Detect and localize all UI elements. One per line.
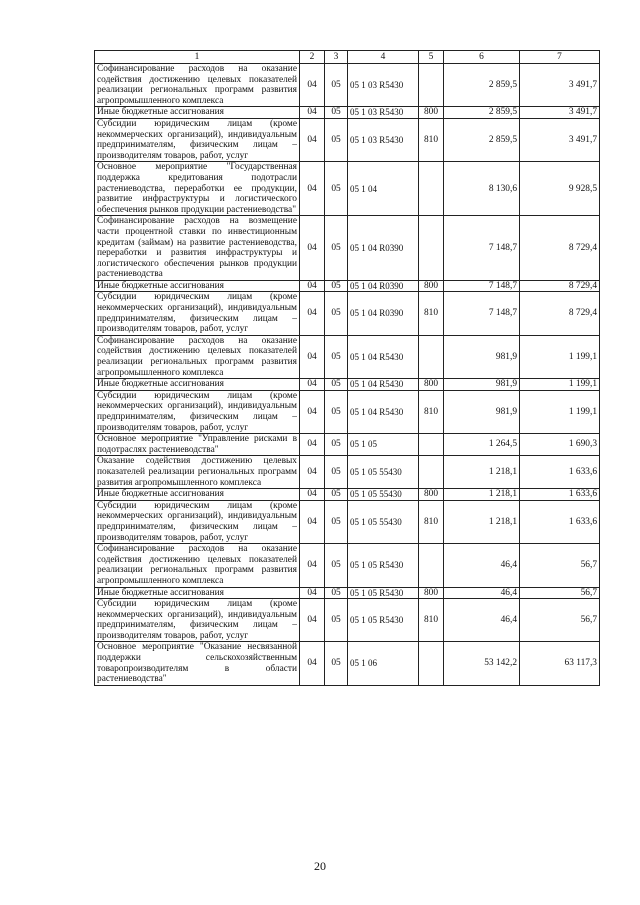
row-name-cell: Софинансирование расходов на оказание содействия достижению целевых показателей реализации региональных программ развития агропромышленного комплекса xyxy=(95,64,300,107)
expense-type-cell xyxy=(419,162,444,216)
row-name-cell: Иные бюджетные ассигнования xyxy=(95,280,300,292)
target-article-cell: 05 1 05 55430 xyxy=(348,489,419,501)
table-row xyxy=(95,587,600,599)
amount-year1-cell: 7 148,7 xyxy=(444,280,520,292)
subsection-code-cell: 05 xyxy=(325,216,348,281)
section-code-cell: 04 xyxy=(300,456,325,489)
target-article-cell: 05 1 04 R0390 xyxy=(348,292,419,335)
amount-year1-cell: 981,9 xyxy=(444,335,520,378)
table-row xyxy=(95,434,600,456)
row-name-cell: Основное мероприятие "Оказание несвязанной поддержки сельскохозяйственным товаропроизводителям в области растениеводства" xyxy=(95,642,300,685)
section-code-cell: 04 xyxy=(300,587,325,599)
amount-year2-cell: 1 633,6 xyxy=(520,489,600,501)
expense-type-cell: 810 xyxy=(419,500,444,543)
row-name-cell: Иные бюджетные ассигнования xyxy=(95,107,300,119)
row-name-cell: Субсидии юридическим лицам (кроме некоммерческих организаций), индивидуальным предпринимателям, физическим лицам – производителям товаров, работ, услуг xyxy=(95,118,300,161)
amount-year2-cell: 1 199,1 xyxy=(520,379,600,391)
section-code-cell: 04 xyxy=(300,216,325,281)
amount-year1-cell: 2 859,5 xyxy=(444,64,520,107)
target-article-cell: 05 1 04 R0390 xyxy=(348,280,419,292)
expense-type-cell: 800 xyxy=(419,587,444,599)
subsection-code-cell: 05 xyxy=(325,434,348,456)
col-header-1: 1 xyxy=(95,51,300,64)
header-row xyxy=(95,51,600,64)
target-article-cell: 05 1 04 xyxy=(348,162,419,216)
table-row xyxy=(95,544,600,587)
subsection-code-cell: 05 xyxy=(325,64,348,107)
expense-type-cell xyxy=(419,216,444,281)
target-article-cell: 05 1 05 R5430 xyxy=(348,544,419,587)
target-article-cell: 05 1 03 R5430 xyxy=(348,118,419,161)
target-article-cell: 05 1 05 55430 xyxy=(348,456,419,489)
target-article-cell: 05 1 05 R5430 xyxy=(348,599,419,642)
subsection-code-cell: 05 xyxy=(325,280,348,292)
expense-type-cell: 800 xyxy=(419,379,444,391)
table-row xyxy=(95,500,600,543)
table-row xyxy=(95,118,600,161)
amount-year2-cell: 1 199,1 xyxy=(520,390,600,433)
page-number: 20 xyxy=(314,859,326,873)
subsection-code-cell: 05 xyxy=(325,456,348,489)
amount-year2-cell: 8 729,4 xyxy=(520,280,600,292)
expense-type-cell: 800 xyxy=(419,107,444,119)
target-article-cell: 05 1 05 R5430 xyxy=(348,587,419,599)
row-name-cell: Софинансирование расходов на возмещение части процентной ставки по инвестиционным кредитам (займам) на развитие растениеводства, переработки и развития инфраструктуры и логистического обеспечения рынков продукции растениеводства xyxy=(95,216,300,281)
amount-year1-cell: 2 859,5 xyxy=(444,107,520,119)
expense-type-cell: 810 xyxy=(419,599,444,642)
section-code-cell: 04 xyxy=(300,64,325,107)
subsection-code-cell: 05 xyxy=(325,544,348,587)
section-code-cell: 04 xyxy=(300,379,325,391)
row-name-cell: Субсидии юридическим лицам (кроме некоммерческих организаций), индивидуальным предпринимателям, физическим лицам – производителям товаров, работ, услуг xyxy=(95,292,300,335)
target-article-cell: 05 1 04 R5430 xyxy=(348,379,419,391)
section-code-cell: 04 xyxy=(300,335,325,378)
amount-year2-cell: 1 633,6 xyxy=(520,500,600,543)
amount-year1-cell: 46,4 xyxy=(444,587,520,599)
col-header-2: 2 xyxy=(300,51,325,64)
row-name-cell: Субсидии юридическим лицам (кроме некоммерческих организаций), индивидуальным предпринимателям, физическим лицам – производителям товаров, работ, услуг xyxy=(95,599,300,642)
section-code-cell: 04 xyxy=(300,489,325,501)
expense-type-cell: 800 xyxy=(419,489,444,501)
target-article-cell: 05 1 05 55430 xyxy=(348,500,419,543)
amount-year1-cell: 1 218,1 xyxy=(444,500,520,543)
amount-year2-cell: 8 729,4 xyxy=(520,292,600,335)
row-name-cell: Софинансирование расходов на оказание содействия достижению целевых показателей реализации региональных программ развития агропромышленного комплекса xyxy=(95,544,300,587)
table-row xyxy=(95,64,600,107)
row-name-cell: Основное мероприятие "Управление рисками в подотраслях растениеводства" xyxy=(95,434,300,456)
table-row xyxy=(95,107,600,119)
target-article-cell: 05 1 04 R0390 xyxy=(348,216,419,281)
table-row xyxy=(95,599,600,642)
amount-year1-cell: 7 148,7 xyxy=(444,292,520,335)
target-article-cell: 05 1 03 R5430 xyxy=(348,107,419,119)
target-article-cell: 05 1 06 xyxy=(348,642,419,685)
table-row xyxy=(95,280,600,292)
subsection-code-cell: 05 xyxy=(325,379,348,391)
col-header-4: 4 xyxy=(348,51,419,64)
row-name-cell: Основное мероприятие "Государственная поддержка кредитования подотрасли растениеводства, переработки ее продукции, развитие инфраструктуры и логистического обеспечения рынков продукции растениеводства" xyxy=(95,162,300,216)
amount-year2-cell: 63 117,3 xyxy=(520,642,600,685)
amount-year1-cell: 1 264,5 xyxy=(444,434,520,456)
budget-table xyxy=(94,50,600,686)
col-header-6: 6 xyxy=(444,51,520,64)
section-code-cell: 04 xyxy=(300,642,325,685)
subsection-code-cell: 05 xyxy=(325,292,348,335)
table-row xyxy=(95,456,600,489)
amount-year1-cell: 8 130,6 xyxy=(444,162,520,216)
section-code-cell: 04 xyxy=(300,107,325,119)
subsection-code-cell: 05 xyxy=(325,500,348,543)
expense-type-cell xyxy=(419,642,444,685)
amount-year2-cell: 3 491,7 xyxy=(520,107,600,119)
subsection-code-cell: 05 xyxy=(325,642,348,685)
subsection-code-cell: 05 xyxy=(325,489,348,501)
row-name-cell: Оказание содействия достижению целевых показателей реализации региональных программ развития агропромышленного комплекса xyxy=(95,456,300,489)
col-header-7: 7 xyxy=(520,51,600,64)
row-name-cell: Иные бюджетные ассигнования xyxy=(95,587,300,599)
table-row xyxy=(95,379,600,391)
amount-year1-cell: 46,4 xyxy=(444,599,520,642)
subsection-code-cell: 05 xyxy=(325,162,348,216)
row-name-cell: Субсидии юридическим лицам (кроме некоммерческих организаций), индивидуальным предпринимателям, физическим лицам – производителям товаров, работ, услуг xyxy=(95,500,300,543)
amount-year1-cell: 7 148,7 xyxy=(444,216,520,281)
subsection-code-cell: 05 xyxy=(325,107,348,119)
amount-year2-cell: 1 690,3 xyxy=(520,434,600,456)
target-article-cell: 05 1 03 R5430 xyxy=(348,64,419,107)
amount-year2-cell: 56,7 xyxy=(520,599,600,642)
expense-type-cell xyxy=(419,335,444,378)
subsection-code-cell: 05 xyxy=(325,335,348,378)
subsection-code-cell: 05 xyxy=(325,599,348,642)
table-row xyxy=(95,162,600,216)
col-header-3: 3 xyxy=(325,51,348,64)
expense-type-cell: 810 xyxy=(419,118,444,161)
section-code-cell: 04 xyxy=(300,280,325,292)
expense-type-cell: 810 xyxy=(419,292,444,335)
amount-year2-cell: 1 199,1 xyxy=(520,335,600,378)
section-code-cell: 04 xyxy=(300,544,325,587)
row-name-cell: Субсидии юридическим лицам (кроме некоммерческих организаций), индивидуальным предпринимателям, физическим лицам – производителям товаров, работ, услуг xyxy=(95,390,300,433)
subsection-code-cell: 05 xyxy=(325,587,348,599)
table-row xyxy=(95,292,600,335)
target-article-cell: 05 1 04 R5430 xyxy=(348,390,419,433)
amount-year1-cell: 53 142,2 xyxy=(444,642,520,685)
amount-year1-cell: 1 218,1 xyxy=(444,456,520,489)
table-row xyxy=(95,390,600,433)
table-row xyxy=(95,216,600,281)
section-code-cell: 04 xyxy=(300,162,325,216)
amount-year1-cell: 46,4 xyxy=(444,544,520,587)
table-row xyxy=(95,335,600,378)
row-name-cell: Иные бюджетные ассигнования xyxy=(95,489,300,501)
target-article-cell: 05 1 05 xyxy=(348,434,419,456)
section-code-cell: 04 xyxy=(300,118,325,161)
amount-year2-cell: 8 729,4 xyxy=(520,216,600,281)
table-row xyxy=(95,489,600,501)
amount-year2-cell: 3 491,7 xyxy=(520,64,600,107)
expense-type-cell: 810 xyxy=(419,390,444,433)
expense-type-cell xyxy=(419,544,444,587)
expense-type-cell xyxy=(419,434,444,456)
subsection-code-cell: 05 xyxy=(325,390,348,433)
section-code-cell: 04 xyxy=(300,390,325,433)
section-code-cell: 04 xyxy=(300,292,325,335)
table-body xyxy=(95,64,600,686)
target-article-cell: 05 1 04 R5430 xyxy=(348,335,419,378)
amount-year1-cell: 2 859,5 xyxy=(444,118,520,161)
amount-year2-cell: 3 491,7 xyxy=(520,118,600,161)
amount-year1-cell: 981,9 xyxy=(444,390,520,433)
amount-year2-cell: 56,7 xyxy=(520,544,600,587)
expense-type-cell xyxy=(419,64,444,107)
amount-year1-cell: 1 218,1 xyxy=(444,489,520,501)
expense-type-cell xyxy=(419,456,444,489)
table-row xyxy=(95,642,600,685)
col-header-5: 5 xyxy=(419,51,444,64)
row-name-cell: Иные бюджетные ассигнования xyxy=(95,379,300,391)
row-name-cell: Софинансирование расходов на оказание содействия достижению целевых показателей реализации региональных программ развития агропромышленного комплекса xyxy=(95,335,300,378)
section-code-cell: 04 xyxy=(300,599,325,642)
section-code-cell: 04 xyxy=(300,500,325,543)
amount-year2-cell: 9 928,5 xyxy=(520,162,600,216)
amount-year1-cell: 981,9 xyxy=(444,379,520,391)
subsection-code-cell: 05 xyxy=(325,118,348,161)
expense-type-cell: 800 xyxy=(419,280,444,292)
section-code-cell: 04 xyxy=(300,434,325,456)
amount-year2-cell: 56,7 xyxy=(520,587,600,599)
amount-year2-cell: 1 633,6 xyxy=(520,456,600,489)
